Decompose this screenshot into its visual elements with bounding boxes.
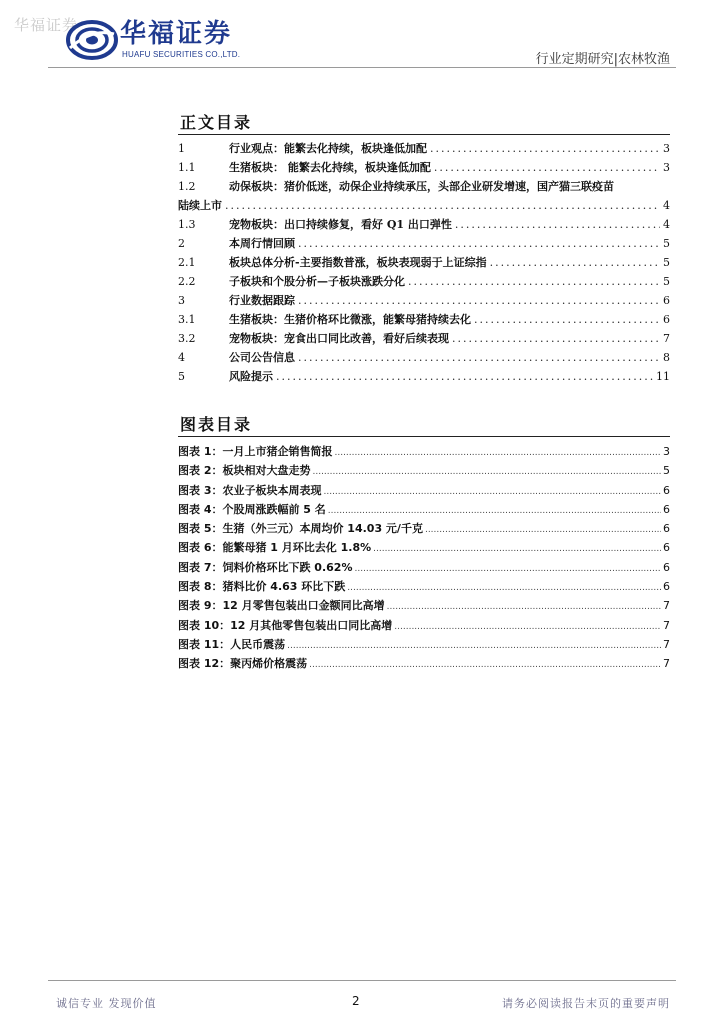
toc-entry-title: 子板块和个股分析—子板块涨跌分化 xyxy=(229,275,405,288)
figure-entry-title: 图表 4：个股周涨跌幅前 5 名 xyxy=(178,502,326,516)
figure-entry-title: 图表 8：猪料比价 4.63 环比下跌 xyxy=(178,580,346,594)
toc-entry-title: 生猪板块：生猪价格环比微涨，能繁母猪持续去化 xyxy=(229,313,471,326)
toc-entry-page: 3 xyxy=(663,161,670,174)
logo-chinese-name: 华福证券 xyxy=(120,19,233,49)
toc-entry-page: 4 xyxy=(663,199,670,212)
figure-entry[interactable] xyxy=(178,636,670,655)
figure-list-title: 图表目录 xyxy=(180,415,253,434)
toc-dot-leader xyxy=(298,237,660,250)
toc-entry-page: 5 xyxy=(663,237,670,250)
toc-dot-leader xyxy=(225,199,660,212)
figure-entry[interactable] xyxy=(178,443,670,462)
toc-entry[interactable] xyxy=(178,159,670,178)
figure-entry-page: 7 xyxy=(663,637,670,651)
figure-dot-leader xyxy=(328,506,661,516)
toc-dot-leader xyxy=(455,218,660,231)
toc-entry[interactable] xyxy=(178,197,670,216)
toc-entry-number: 3 xyxy=(178,294,185,307)
toc-entry-number: 3.2 xyxy=(178,332,196,345)
toc-entry-title: 宠物板块：宠食出口同比改善，看好后续表现 xyxy=(229,332,449,345)
toc-entry-number: 2.2 xyxy=(178,275,196,288)
figure-entry[interactable] xyxy=(178,539,670,558)
figure-entry[interactable] xyxy=(178,578,670,597)
company-logo xyxy=(66,18,256,62)
toc-entry-page: 5 xyxy=(663,256,670,269)
toc-dot-leader xyxy=(434,161,660,174)
toc-entry[interactable] xyxy=(178,311,670,330)
toc-entry[interactable] xyxy=(178,292,670,311)
figure-entry[interactable] xyxy=(178,482,670,501)
toc-title-rule xyxy=(178,134,670,135)
toc-entry-title: 行业观点：能繁去化持续，板块逢低加配 xyxy=(229,142,427,155)
figure-entry-title: 图表 6：能繁母猪 1 月环比去化 1.8% xyxy=(178,541,372,555)
figure-entry-page: 7 xyxy=(663,618,670,632)
toc-entry-number: 1.1 xyxy=(178,161,196,174)
toc-dot-leader xyxy=(452,332,660,345)
toc-entry[interactable] xyxy=(178,235,670,254)
toc-entry-title: 动保板块：猪价低迷，动保企业持续承压，头部企业研发增速，国产猫三联疫苗 xyxy=(229,180,614,193)
toc-entry[interactable] xyxy=(178,216,670,235)
figure-entry-title: 图表 11：人民币震荡 xyxy=(178,637,286,651)
toc-dot-leader xyxy=(298,351,660,364)
figure-entry-title: 图表 5：生猪（外三元）本周均价 14.03 元/千克 xyxy=(178,522,423,536)
figure-dot-leader xyxy=(373,544,661,554)
figure-entry[interactable] xyxy=(178,501,670,520)
toc-entry[interactable] xyxy=(178,273,670,292)
footer-slogan: 诚信专业 发现价值 xyxy=(56,997,157,1010)
logo-swirl-icon xyxy=(66,18,118,62)
figure-dot-leader xyxy=(309,660,661,670)
figure-entry-page: 6 xyxy=(663,502,670,516)
toc-entry-page: 3 xyxy=(663,142,670,155)
toc-entry[interactable] xyxy=(178,349,670,368)
toc-entry-title: 行业数据跟踪 xyxy=(229,294,295,307)
figure-dot-leader xyxy=(425,525,661,535)
toc-entry[interactable] xyxy=(178,140,670,159)
toc-entry-number: 2.1 xyxy=(178,256,196,269)
figure-dot-leader xyxy=(323,487,661,497)
toc-title: 正文目录 xyxy=(180,113,253,132)
figure-dot-leader xyxy=(394,622,661,632)
figure-entry-page: 6 xyxy=(663,560,670,574)
toc-entry-number: 1.2 xyxy=(178,180,196,193)
toc-entry-number: 1 xyxy=(178,142,185,155)
table-of-contents xyxy=(178,140,670,387)
footer-divider xyxy=(48,980,676,981)
figure-dot-leader xyxy=(387,602,661,612)
toc-entry-title: 风险提示 xyxy=(229,370,273,383)
toc-entry-number: 1.3 xyxy=(178,218,196,231)
figure-list xyxy=(178,443,670,675)
figure-entry-title: 图表 3：农业子板块本周表现 xyxy=(178,483,322,497)
toc-entry-title: 公司公告信息 xyxy=(229,351,295,364)
toc-entry-page: 5 xyxy=(663,275,670,288)
figure-dot-leader xyxy=(334,448,661,458)
header-divider xyxy=(48,67,676,68)
toc-entry-page: 11 xyxy=(656,370,670,383)
figure-entry-title: 图表 9：12 月零售包装出口金额同比高增 xyxy=(178,599,385,613)
toc-entry[interactable] xyxy=(178,330,670,349)
toc-entry-number: 4 xyxy=(178,351,185,364)
figure-entry-title: 图表 10：12 月其他零售包装出口同比高增 xyxy=(178,618,393,632)
figure-list-title-rule xyxy=(178,436,670,437)
toc-dot-leader xyxy=(298,294,660,307)
toc-entry-page: 7 xyxy=(663,332,670,345)
watermark: 华福证券 xyxy=(14,16,79,34)
toc-entry[interactable] xyxy=(178,254,670,273)
toc-entry-title: 陆续上市 xyxy=(178,199,222,212)
figure-dot-leader xyxy=(354,564,661,574)
figure-entry-page: 6 xyxy=(663,541,670,555)
toc-entry-title: 宠物板块：出口持续修复，看好 Q1 出口弹性 xyxy=(229,218,452,231)
figure-entry-title: 图表 2：板块相对大盘走势 xyxy=(178,464,311,478)
toc-entry-page: 6 xyxy=(663,313,670,326)
toc-dot-leader xyxy=(474,313,660,326)
figure-entry-title: 图表 12：聚丙烯价格震荡 xyxy=(178,657,308,671)
figure-entry[interactable] xyxy=(178,655,670,674)
figure-entry-page: 5 xyxy=(663,464,670,478)
figure-entry-page: 6 xyxy=(663,483,670,497)
toc-entry-page: 4 xyxy=(663,218,670,231)
figure-entry-page: 6 xyxy=(663,580,670,594)
footer-disclaimer: 请务必阅读报告末页的重要声明 xyxy=(502,997,670,1010)
toc-entry-number: 3.1 xyxy=(178,313,196,326)
figure-entry-page: 7 xyxy=(663,599,670,613)
figure-entry-page: 6 xyxy=(663,522,670,536)
toc-entry-title: 生猪板块： 能繁去化持续，板块逢低加配 xyxy=(229,161,431,174)
page-number: 2 xyxy=(352,994,360,1008)
logo-english-name: HUAFU SECURITIES CO.,LTD. xyxy=(122,50,241,59)
figure-dot-leader xyxy=(347,583,661,593)
toc-entry[interactable] xyxy=(178,178,670,197)
figure-entry-title: 图表 7：饲料价格环比下跌 0.62% xyxy=(178,560,353,574)
figure-dot-leader xyxy=(287,641,661,651)
toc-entry-page: 6 xyxy=(663,294,670,307)
figure-entry[interactable] xyxy=(178,462,670,481)
toc-dot-leader xyxy=(276,370,653,383)
report-category: 行业定期研究|农林牧渔 xyxy=(535,52,670,67)
toc-entry-number: 5 xyxy=(178,370,185,383)
figure-dot-leader xyxy=(312,467,661,477)
toc-dot-leader xyxy=(408,275,660,288)
figure-entry[interactable] xyxy=(178,597,670,616)
toc-entry-title: 本周行情回顾 xyxy=(229,237,295,250)
figure-entry-page: 7 xyxy=(663,657,670,671)
figure-entry[interactable] xyxy=(178,520,670,539)
figure-entry-title: 图表 1：一月上市猪企销售简报 xyxy=(178,445,333,458)
toc-entry-number: 2 xyxy=(178,237,185,250)
toc-entry-title: 板块总体分析-主要指数普涨，板块表现弱于上证综指 xyxy=(229,256,487,269)
toc-dot-leader xyxy=(490,256,660,269)
figure-entry[interactable] xyxy=(178,559,670,578)
figure-entry[interactable] xyxy=(178,617,670,636)
toc-entry-page: 8 xyxy=(663,351,670,364)
toc-entry[interactable] xyxy=(178,368,670,387)
toc-dot-leader xyxy=(430,142,660,155)
figure-entry-page: 3 xyxy=(663,445,670,458)
